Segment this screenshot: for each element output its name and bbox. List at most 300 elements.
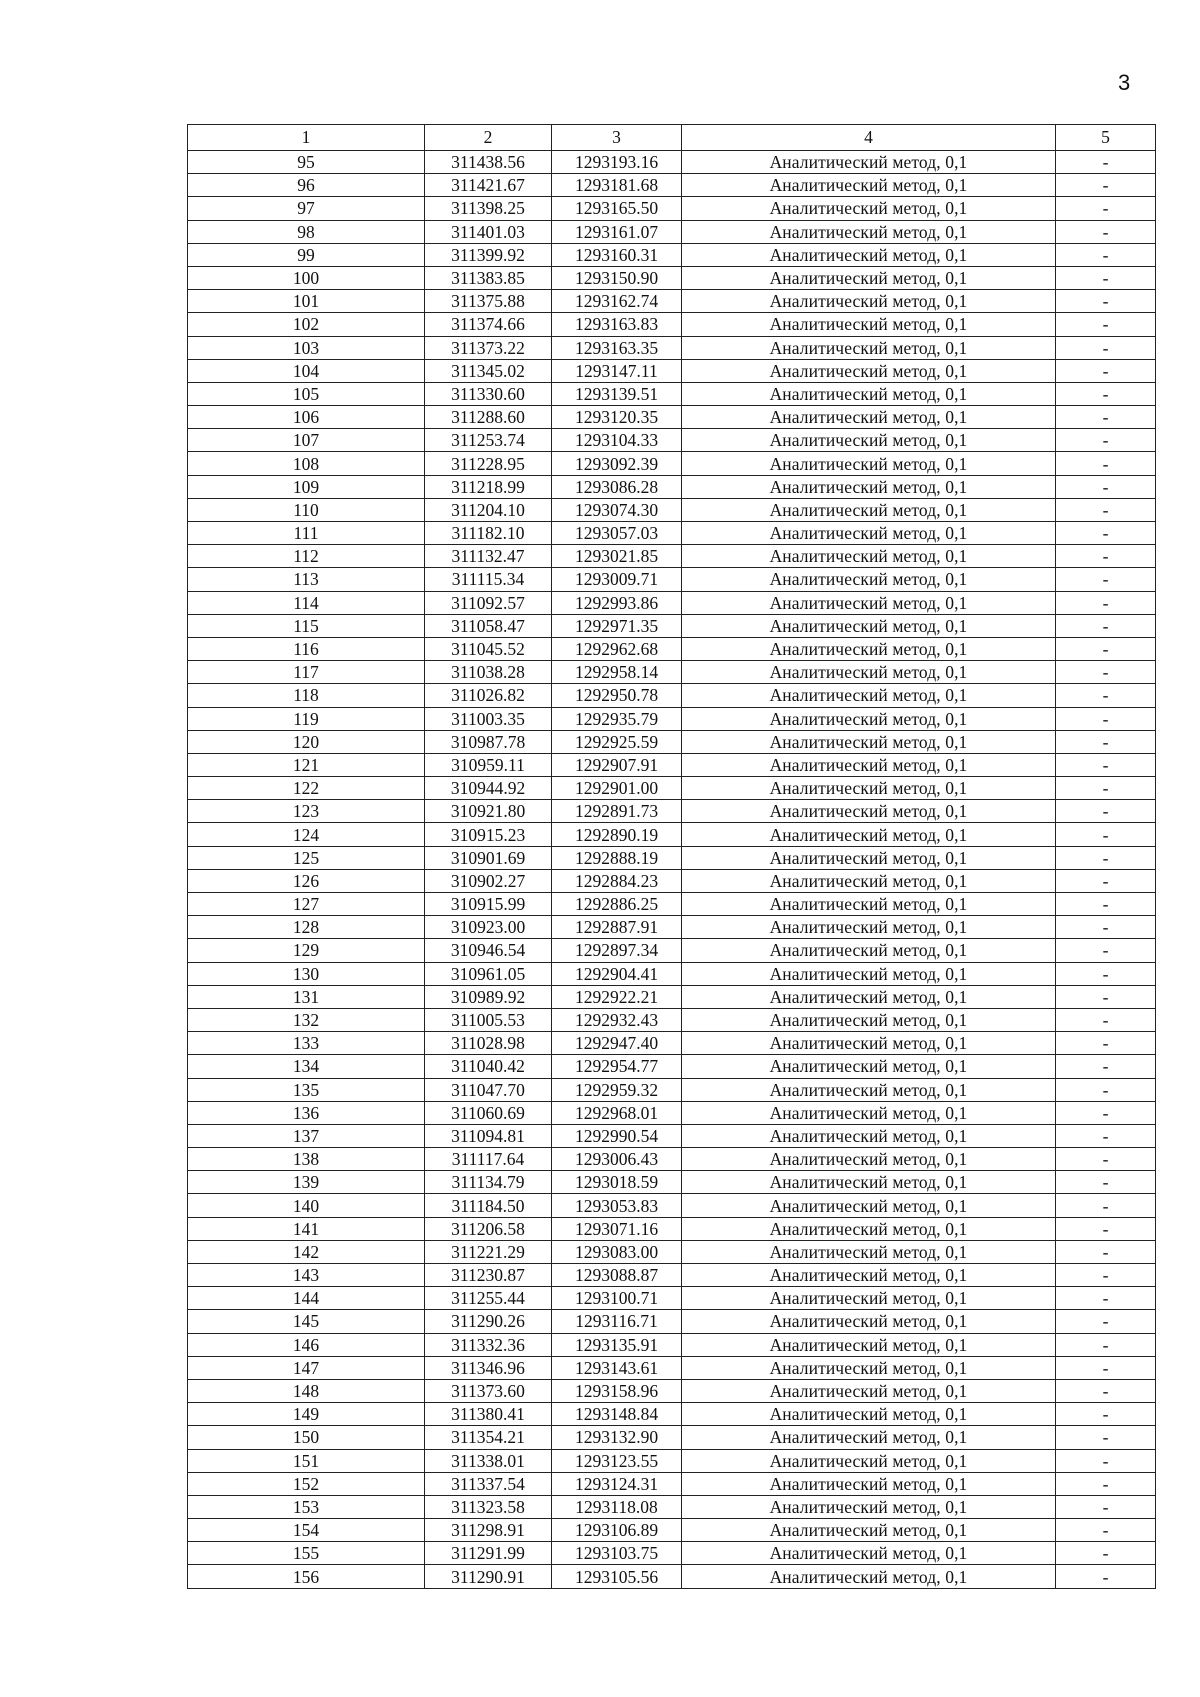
cell-method: Аналитический метод, 0,1 — [682, 684, 1056, 707]
cell-description: - — [1056, 800, 1156, 823]
table-row — [188, 545, 1156, 568]
cell-x-coordinate: 311399.92 — [425, 243, 552, 266]
table-row — [188, 1055, 1156, 1078]
cell-method: Аналитический метод, 0,1 — [682, 290, 1056, 313]
cell-description: - — [1056, 243, 1156, 266]
cell-x-coordinate: 311230.87 — [425, 1264, 552, 1287]
cell-x-coordinate: 310989.92 — [425, 985, 552, 1008]
cell-description: - — [1056, 429, 1156, 452]
cell-y-coordinate: 1292887.91 — [552, 916, 682, 939]
cell-point-number: 97 — [188, 197, 425, 220]
table-row — [188, 336, 1156, 359]
cell-point-number: 148 — [188, 1379, 425, 1402]
cell-method: Аналитический метод, 0,1 — [682, 1426, 1056, 1449]
cell-method: Аналитический метод, 0,1 — [682, 1519, 1056, 1542]
cell-y-coordinate: 1292950.78 — [552, 684, 682, 707]
cell-method: Аналитический метод, 0,1 — [682, 545, 1056, 568]
cell-method: Аналитический метод, 0,1 — [682, 730, 1056, 753]
column-header-description: 5 — [1056, 125, 1156, 151]
cell-x-coordinate: 311221.29 — [425, 1240, 552, 1263]
cell-x-coordinate: 311398.25 — [425, 197, 552, 220]
cell-method: Аналитический метод, 0,1 — [682, 359, 1056, 382]
cell-method: Аналитический метод, 0,1 — [682, 1333, 1056, 1356]
cell-y-coordinate: 1293193.16 — [552, 151, 682, 174]
cell-method: Аналитический метод, 0,1 — [682, 777, 1056, 800]
cell-y-coordinate: 1293009.71 — [552, 568, 682, 591]
cell-description: - — [1056, 1124, 1156, 1147]
column-header-method: 4 — [682, 125, 1056, 151]
cell-description: - — [1056, 1472, 1156, 1495]
cell-point-number: 156 — [188, 1565, 425, 1588]
cell-x-coordinate: 311182.10 — [425, 522, 552, 545]
cell-y-coordinate: 1292891.73 — [552, 800, 682, 823]
cell-description: - — [1056, 1217, 1156, 1240]
cell-description: - — [1056, 730, 1156, 753]
cell-method: Аналитический метод, 0,1 — [682, 1379, 1056, 1402]
cell-point-number: 119 — [188, 707, 425, 730]
table-row — [188, 382, 1156, 405]
cell-x-coordinate: 311421.67 — [425, 174, 552, 197]
cell-x-coordinate: 311005.53 — [425, 1008, 552, 1031]
cell-y-coordinate: 1293088.87 — [552, 1264, 682, 1287]
cell-y-coordinate: 1293165.50 — [552, 197, 682, 220]
cell-point-number: 134 — [188, 1055, 425, 1078]
cell-x-coordinate: 311373.60 — [425, 1379, 552, 1402]
cell-method: Аналитический метод, 0,1 — [682, 313, 1056, 336]
table-row — [188, 1356, 1156, 1379]
cell-x-coordinate: 311375.88 — [425, 290, 552, 313]
cell-description: - — [1056, 545, 1156, 568]
cell-method: Аналитический метод, 0,1 — [682, 475, 1056, 498]
table-row — [188, 151, 1156, 174]
cell-y-coordinate: 1293161.07 — [552, 220, 682, 243]
table-row — [188, 684, 1156, 707]
cell-x-coordinate: 311374.66 — [425, 313, 552, 336]
cell-x-coordinate: 310987.78 — [425, 730, 552, 753]
cell-x-coordinate: 311094.81 — [425, 1124, 552, 1147]
cell-y-coordinate: 1292993.86 — [552, 591, 682, 614]
cell-x-coordinate: 311290.26 — [425, 1310, 552, 1333]
cell-method: Аналитический метод, 0,1 — [682, 498, 1056, 521]
cell-description: - — [1056, 1008, 1156, 1031]
table-row — [188, 707, 1156, 730]
cell-x-coordinate: 310959.11 — [425, 753, 552, 776]
cell-point-number: 147 — [188, 1356, 425, 1379]
cell-description: - — [1056, 869, 1156, 892]
cell-y-coordinate: 1293116.71 — [552, 1310, 682, 1333]
cell-x-coordinate: 311346.96 — [425, 1356, 552, 1379]
table-row — [188, 1194, 1156, 1217]
cell-method: Аналитический метод, 0,1 — [682, 1194, 1056, 1217]
cell-point-number: 96 — [188, 174, 425, 197]
cell-point-number: 126 — [188, 869, 425, 892]
cell-description: - — [1056, 1148, 1156, 1171]
cell-x-coordinate: 311380.41 — [425, 1403, 552, 1426]
cell-description: - — [1056, 985, 1156, 1008]
cell-description: - — [1056, 1032, 1156, 1055]
table-row — [188, 1287, 1156, 1310]
cell-y-coordinate: 1293162.74 — [552, 290, 682, 313]
cell-point-number: 99 — [188, 243, 425, 266]
table-row — [188, 1333, 1156, 1356]
cell-description: - — [1056, 1495, 1156, 1518]
cell-y-coordinate: 1293104.33 — [552, 429, 682, 452]
cell-y-coordinate: 1293158.96 — [552, 1379, 682, 1402]
cell-description: - — [1056, 591, 1156, 614]
cell-description: - — [1056, 568, 1156, 591]
cell-point-number: 100 — [188, 266, 425, 289]
table-row — [188, 661, 1156, 684]
cell-x-coordinate: 311028.98 — [425, 1032, 552, 1055]
cell-x-coordinate: 310944.92 — [425, 777, 552, 800]
cell-x-coordinate: 311290.91 — [425, 1565, 552, 1588]
cell-y-coordinate: 1292968.01 — [552, 1101, 682, 1124]
cell-method: Аналитический метод, 0,1 — [682, 336, 1056, 359]
cell-point-number: 142 — [188, 1240, 425, 1263]
cell-y-coordinate: 1293135.91 — [552, 1333, 682, 1356]
cell-x-coordinate: 311092.57 — [425, 591, 552, 614]
cell-point-number: 105 — [188, 382, 425, 405]
table-row — [188, 614, 1156, 637]
cell-point-number: 130 — [188, 962, 425, 985]
table-row — [188, 1124, 1156, 1147]
cell-x-coordinate: 310921.80 — [425, 800, 552, 823]
cell-point-number: 153 — [188, 1495, 425, 1518]
cell-description: - — [1056, 684, 1156, 707]
table-row — [188, 406, 1156, 429]
cell-y-coordinate: 1292907.91 — [552, 753, 682, 776]
cell-y-coordinate: 1292886.25 — [552, 893, 682, 916]
cell-y-coordinate: 1293143.61 — [552, 1356, 682, 1379]
table-row — [188, 939, 1156, 962]
table-row — [188, 962, 1156, 985]
cell-description: - — [1056, 1403, 1156, 1426]
cell-description: - — [1056, 290, 1156, 313]
cell-x-coordinate: 311338.01 — [425, 1449, 552, 1472]
cell-y-coordinate: 1293105.56 — [552, 1565, 682, 1588]
cell-method: Аналитический метод, 0,1 — [682, 220, 1056, 243]
cell-description: - — [1056, 174, 1156, 197]
cell-y-coordinate: 1293120.35 — [552, 406, 682, 429]
cell-point-number: 110 — [188, 498, 425, 521]
table-row — [188, 429, 1156, 452]
cell-point-number: 131 — [188, 985, 425, 1008]
cell-point-number: 144 — [188, 1287, 425, 1310]
cell-point-number: 152 — [188, 1472, 425, 1495]
cell-y-coordinate: 1292959.32 — [552, 1078, 682, 1101]
cell-y-coordinate: 1292954.77 — [552, 1055, 682, 1078]
cell-description: - — [1056, 359, 1156, 382]
cell-point-number: 112 — [188, 545, 425, 568]
cell-method: Аналитический метод, 0,1 — [682, 266, 1056, 289]
cell-point-number: 111 — [188, 522, 425, 545]
cell-point-number: 132 — [188, 1008, 425, 1031]
table-row — [188, 1565, 1156, 1588]
cell-y-coordinate: 1292962.68 — [552, 637, 682, 660]
cell-point-number: 149 — [188, 1403, 425, 1426]
table-row — [188, 1148, 1156, 1171]
cell-description: - — [1056, 1310, 1156, 1333]
table-row — [188, 452, 1156, 475]
cell-description: - — [1056, 313, 1156, 336]
cell-description: - — [1056, 1194, 1156, 1217]
cell-x-coordinate: 311047.70 — [425, 1078, 552, 1101]
cell-y-coordinate: 1292884.23 — [552, 869, 682, 892]
cell-point-number: 135 — [188, 1078, 425, 1101]
cell-method: Аналитический метод, 0,1 — [682, 753, 1056, 776]
cell-method: Аналитический метод, 0,1 — [682, 1495, 1056, 1518]
cell-description: - — [1056, 151, 1156, 174]
table-row — [188, 1472, 1156, 1495]
cell-method: Аналитический метод, 0,1 — [682, 151, 1056, 174]
cell-y-coordinate: 1292935.79 — [552, 707, 682, 730]
cell-method: Аналитический метод, 0,1 — [682, 1008, 1056, 1031]
cell-description: - — [1056, 1542, 1156, 1565]
cell-description: - — [1056, 1101, 1156, 1124]
cell-point-number: 113 — [188, 568, 425, 591]
table-row — [188, 1240, 1156, 1263]
cell-description: - — [1056, 707, 1156, 730]
cell-y-coordinate: 1293132.90 — [552, 1426, 682, 1449]
cell-x-coordinate: 311058.47 — [425, 614, 552, 637]
cell-description: - — [1056, 1287, 1156, 1310]
cell-point-number: 145 — [188, 1310, 425, 1333]
cell-x-coordinate: 311206.58 — [425, 1217, 552, 1240]
cell-point-number: 117 — [188, 661, 425, 684]
table-row — [188, 1078, 1156, 1101]
cell-y-coordinate: 1292888.19 — [552, 846, 682, 869]
cell-method: Аналитический метод, 0,1 — [682, 893, 1056, 916]
cell-point-number: 121 — [188, 753, 425, 776]
cell-point-number: 104 — [188, 359, 425, 382]
cell-y-coordinate: 1293086.28 — [552, 475, 682, 498]
cell-method: Аналитический метод, 0,1 — [682, 1124, 1056, 1147]
table-row — [188, 637, 1156, 660]
cell-y-coordinate: 1293160.31 — [552, 243, 682, 266]
table-row — [188, 1171, 1156, 1194]
cell-method: Аналитический метод, 0,1 — [682, 591, 1056, 614]
cell-method: Аналитический метод, 0,1 — [682, 1287, 1056, 1310]
cell-x-coordinate: 311040.42 — [425, 1055, 552, 1078]
table-row — [188, 823, 1156, 846]
cell-point-number: 137 — [188, 1124, 425, 1147]
cell-description: - — [1056, 893, 1156, 916]
cell-method: Аналитический метод, 0,1 — [682, 174, 1056, 197]
cell-description: - — [1056, 336, 1156, 359]
table-body — [188, 151, 1156, 1589]
column-header-y-coordinate: 3 — [552, 125, 682, 151]
cell-method: Аналитический метод, 0,1 — [682, 1171, 1056, 1194]
cell-point-number: 138 — [188, 1148, 425, 1171]
cell-point-number: 128 — [188, 916, 425, 939]
cell-method: Аналитический метод, 0,1 — [682, 406, 1056, 429]
cell-description: - — [1056, 661, 1156, 684]
cell-point-number: 150 — [188, 1426, 425, 1449]
cell-y-coordinate: 1293118.08 — [552, 1495, 682, 1518]
table-row — [188, 869, 1156, 892]
cell-method: Аналитический метод, 0,1 — [682, 707, 1056, 730]
table-row — [188, 753, 1156, 776]
cell-x-coordinate: 311337.54 — [425, 1472, 552, 1495]
table-row — [188, 1008, 1156, 1031]
cell-x-coordinate: 311345.02 — [425, 359, 552, 382]
cell-description: - — [1056, 1171, 1156, 1194]
cell-method: Аналитический метод, 0,1 — [682, 1148, 1056, 1171]
cell-description: - — [1056, 220, 1156, 243]
cell-x-coordinate: 311134.79 — [425, 1171, 552, 1194]
column-header-point-number: 1 — [188, 125, 425, 151]
table-row — [188, 1449, 1156, 1472]
cell-y-coordinate: 1293092.39 — [552, 452, 682, 475]
cell-point-number: 139 — [188, 1171, 425, 1194]
cell-method: Аналитический метод, 0,1 — [682, 452, 1056, 475]
table-row — [188, 498, 1156, 521]
cell-y-coordinate: 1293150.90 — [552, 266, 682, 289]
cell-point-number: 101 — [188, 290, 425, 313]
cell-method: Аналитический метод, 0,1 — [682, 382, 1056, 405]
cell-method: Аналитический метод, 0,1 — [682, 1403, 1056, 1426]
cell-y-coordinate: 1293057.03 — [552, 522, 682, 545]
cell-method: Аналитический метод, 0,1 — [682, 637, 1056, 660]
cell-description: - — [1056, 1333, 1156, 1356]
cell-point-number: 109 — [188, 475, 425, 498]
cell-method: Аналитический метод, 0,1 — [682, 1217, 1056, 1240]
cell-x-coordinate: 311383.85 — [425, 266, 552, 289]
cell-method: Аналитический метод, 0,1 — [682, 614, 1056, 637]
table-row — [188, 730, 1156, 753]
cell-point-number: 125 — [188, 846, 425, 869]
table-header-row — [188, 125, 1156, 151]
cell-description: - — [1056, 452, 1156, 475]
cell-y-coordinate: 1293147.11 — [552, 359, 682, 382]
cell-x-coordinate: 311003.35 — [425, 707, 552, 730]
cell-y-coordinate: 1293100.71 — [552, 1287, 682, 1310]
cell-method: Аналитический метод, 0,1 — [682, 1101, 1056, 1124]
cell-description: - — [1056, 498, 1156, 521]
cell-x-coordinate: 310915.23 — [425, 823, 552, 846]
cell-x-coordinate: 311401.03 — [425, 220, 552, 243]
cell-x-coordinate: 311026.82 — [425, 684, 552, 707]
cell-x-coordinate: 311330.60 — [425, 382, 552, 405]
table-row — [188, 1264, 1156, 1287]
cell-x-coordinate: 311060.69 — [425, 1101, 552, 1124]
cell-method: Аналитический метод, 0,1 — [682, 823, 1056, 846]
cell-y-coordinate: 1293018.59 — [552, 1171, 682, 1194]
cell-point-number: 155 — [188, 1542, 425, 1565]
cell-point-number: 95 — [188, 151, 425, 174]
cell-point-number: 116 — [188, 637, 425, 660]
cell-description: - — [1056, 406, 1156, 429]
table-row — [188, 893, 1156, 916]
cell-description: - — [1056, 1055, 1156, 1078]
cell-x-coordinate: 311323.58 — [425, 1495, 552, 1518]
table-row — [188, 1379, 1156, 1402]
cell-y-coordinate: 1292925.59 — [552, 730, 682, 753]
cell-point-number: 106 — [188, 406, 425, 429]
cell-method: Аналитический метод, 0,1 — [682, 869, 1056, 892]
cell-y-coordinate: 1292971.35 — [552, 614, 682, 637]
cell-x-coordinate: 311255.44 — [425, 1287, 552, 1310]
table-row — [188, 1101, 1156, 1124]
cell-method: Аналитический метод, 0,1 — [682, 1449, 1056, 1472]
cell-point-number: 151 — [188, 1449, 425, 1472]
cell-x-coordinate: 311291.99 — [425, 1542, 552, 1565]
cell-method: Аналитический метод, 0,1 — [682, 1542, 1056, 1565]
cell-y-coordinate: 1292890.19 — [552, 823, 682, 846]
cell-y-coordinate: 1293006.43 — [552, 1148, 682, 1171]
table-row — [188, 290, 1156, 313]
cell-method: Аналитический метод, 0,1 — [682, 1472, 1056, 1495]
cell-x-coordinate: 310902.27 — [425, 869, 552, 892]
cell-method: Аналитический метод, 0,1 — [682, 916, 1056, 939]
cell-description: - — [1056, 777, 1156, 800]
table-row — [188, 1426, 1156, 1449]
cell-x-coordinate: 311115.34 — [425, 568, 552, 591]
cell-y-coordinate: 1293071.16 — [552, 1217, 682, 1240]
cell-x-coordinate: 310961.05 — [425, 962, 552, 985]
cell-method: Аналитический метод, 0,1 — [682, 243, 1056, 266]
cell-y-coordinate: 1293163.83 — [552, 313, 682, 336]
cell-description: - — [1056, 475, 1156, 498]
cell-description: - — [1056, 1519, 1156, 1542]
cell-point-number: 124 — [188, 823, 425, 846]
cell-method: Аналитический метод, 0,1 — [682, 1310, 1056, 1333]
cell-description: - — [1056, 637, 1156, 660]
cell-x-coordinate: 311117.64 — [425, 1148, 552, 1171]
page-number: 3 — [1118, 70, 1131, 95]
cell-method: Аналитический метод, 0,1 — [682, 197, 1056, 220]
cell-y-coordinate: 1293163.35 — [552, 336, 682, 359]
cell-x-coordinate: 311438.56 — [425, 151, 552, 174]
cell-y-coordinate: 1292897.34 — [552, 939, 682, 962]
table-row — [188, 591, 1156, 614]
cell-x-coordinate: 311228.95 — [425, 452, 552, 475]
cell-method: Аналитический метод, 0,1 — [682, 1356, 1056, 1379]
cell-description: - — [1056, 1264, 1156, 1287]
cell-y-coordinate: 1293124.31 — [552, 1472, 682, 1495]
cell-x-coordinate: 311184.50 — [425, 1194, 552, 1217]
cell-method: Аналитический метод, 0,1 — [682, 522, 1056, 545]
cell-x-coordinate: 310901.69 — [425, 846, 552, 869]
table-row — [188, 800, 1156, 823]
column-header-x-coordinate: 2 — [425, 125, 552, 151]
cell-method: Аналитический метод, 0,1 — [682, 846, 1056, 869]
cell-x-coordinate: 311132.47 — [425, 545, 552, 568]
cell-y-coordinate: 1293106.89 — [552, 1519, 682, 1542]
cell-point-number: 143 — [188, 1264, 425, 1287]
table-row — [188, 174, 1156, 197]
cell-method: Аналитический метод, 0,1 — [682, 1055, 1056, 1078]
cell-description: - — [1056, 1449, 1156, 1472]
coordinates-table — [187, 124, 1156, 1589]
cell-point-number: 140 — [188, 1194, 425, 1217]
cell-point-number: 146 — [188, 1333, 425, 1356]
cell-description: - — [1056, 939, 1156, 962]
cell-description: - — [1056, 522, 1156, 545]
cell-method: Аналитический метод, 0,1 — [682, 1032, 1056, 1055]
cell-x-coordinate: 311038.28 — [425, 661, 552, 684]
cell-point-number: 136 — [188, 1101, 425, 1124]
cell-y-coordinate: 1293181.68 — [552, 174, 682, 197]
cell-y-coordinate: 1292922.21 — [552, 985, 682, 1008]
cell-point-number: 98 — [188, 220, 425, 243]
table-row — [188, 1519, 1156, 1542]
table-row — [188, 916, 1156, 939]
cell-method: Аналитический метод, 0,1 — [682, 429, 1056, 452]
cell-x-coordinate: 310923.00 — [425, 916, 552, 939]
cell-description: - — [1056, 382, 1156, 405]
table-row — [188, 1403, 1156, 1426]
